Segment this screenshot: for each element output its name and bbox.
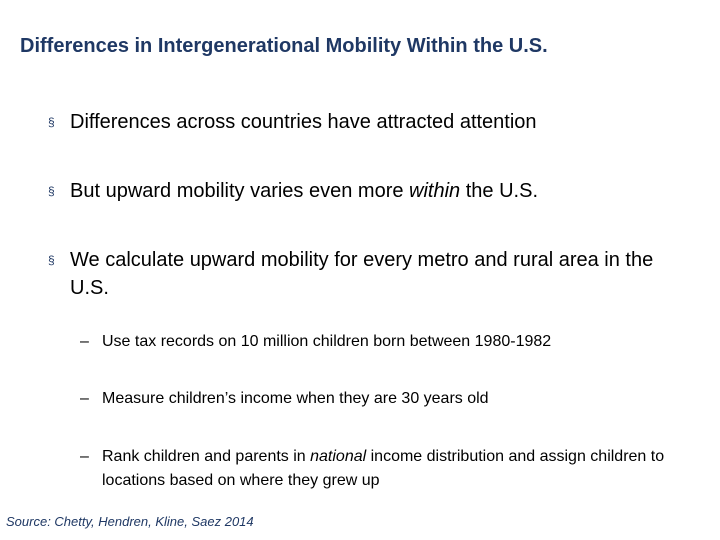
square-bullet-icon: § bbox=[48, 253, 55, 267]
slide-title: Differences in Intergenerational Mobility Within the U.S. bbox=[20, 35, 548, 57]
source-citation: Source: Chetty, Hendren, Kline, Saez 2014 bbox=[6, 514, 254, 529]
sub-bullet-item bbox=[80, 330, 680, 354]
sub-bullet-text: Use tax records on 10 million children born between 1980-1982 bbox=[102, 333, 552, 350]
bullet-text-part: But upward mobility varies even more bbox=[70, 180, 410, 202]
bullet-item bbox=[48, 177, 668, 205]
bullet-text bbox=[70, 177, 668, 205]
sub-bullet-text bbox=[102, 445, 680, 493]
sub-bullet-text-part: Rank children and parents in bbox=[102, 448, 311, 465]
bullet-item bbox=[48, 246, 668, 302]
bullet-emphasis: within bbox=[409, 180, 461, 202]
bullet-text: Differences across countries have attracted attention bbox=[70, 111, 537, 133]
bullet-text: We calculate upward mobility for every metro and rural area in the U.S. bbox=[70, 249, 654, 299]
square-bullet-icon: § bbox=[48, 115, 55, 129]
square-bullet-icon: § bbox=[48, 184, 55, 198]
dash-icon: – bbox=[80, 333, 89, 350]
sub-bullet-text-part: income distribution and assign children to locations based on where they grew up bbox=[102, 448, 665, 489]
sub-bullet-item bbox=[80, 445, 680, 493]
sub-bullet-text: Measure children’s income when they are 30 years old bbox=[102, 390, 489, 407]
sub-bullet-item bbox=[80, 387, 680, 411]
dash-icon: – bbox=[80, 390, 89, 407]
sub-bullet-emphasis: national bbox=[310, 448, 367, 465]
bullet-item bbox=[48, 108, 668, 136]
dash-icon: – bbox=[80, 448, 89, 465]
bullet-text-part: the U.S. bbox=[460, 180, 538, 202]
